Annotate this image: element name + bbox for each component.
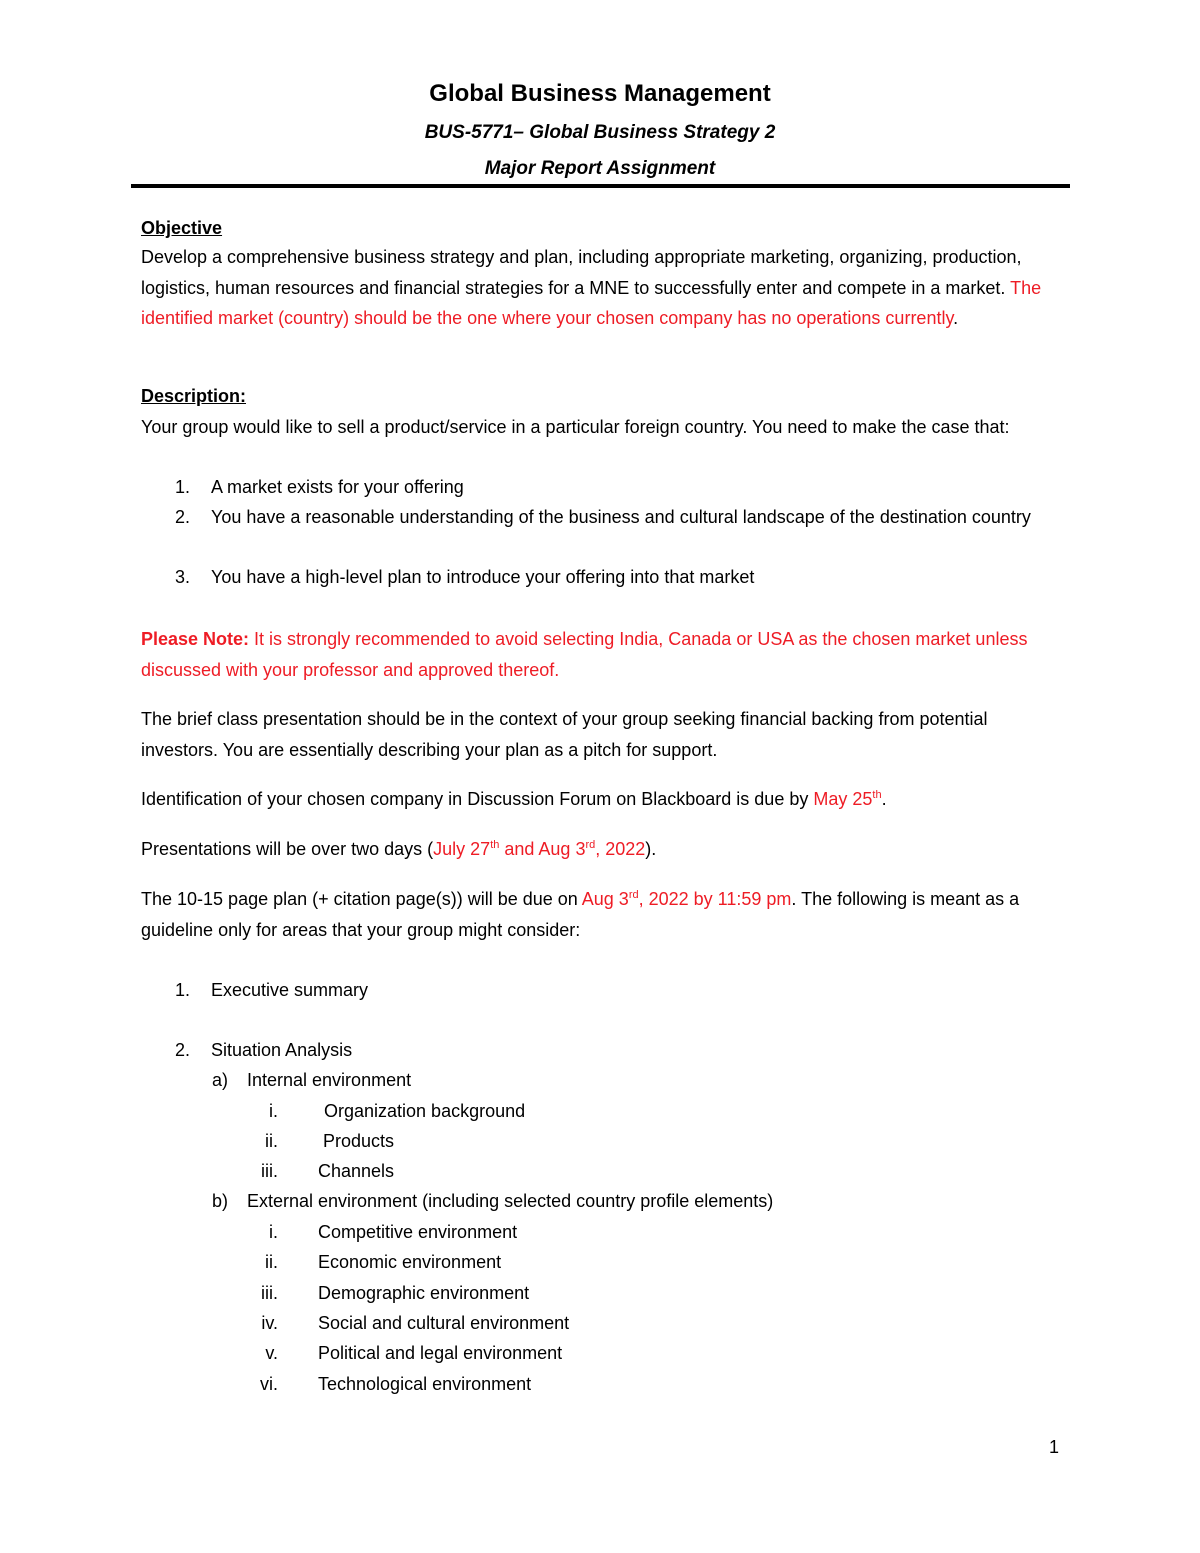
page-number: 1 [1049,1437,1060,1457]
document-title: Global Business Management [429,80,771,107]
objective-highlight: The identified market (country) should be the one where your chosen company has no operations currently [141,277,1047,328]
outline-sub-item: Economic environment [318,1252,502,1272]
outline-sub-item: Political and legal environment [318,1343,563,1363]
presentations-date1: July 27 [433,839,491,859]
presentations-date1-suffix: th [490,839,500,851]
outline-sub-item: Competitive environment [318,1222,518,1242]
plan-date-suffix: rd [628,889,639,901]
plan-date: Aug 3 [581,889,629,909]
roman-numeral: i. [269,1101,278,1121]
objective-heading: Objective [141,218,223,238]
presentations-paragraph [141,834,1061,865]
outline-sub-item: Technological environment [318,1374,532,1394]
objective-paragraph [141,242,1061,334]
plan-date-rest: , 2022 by 11:59 pm [638,889,792,909]
outline-sub-item: Organization background [324,1101,526,1121]
presentations-text: Presentations will be over two days ( [141,839,434,859]
outline-number: 1. [175,980,191,1000]
course-subtitle: BUS-5771– Global Business Strategy 2 [424,122,776,143]
roman-numeral: iii. [261,1161,278,1181]
presentations-end: ). [645,839,657,859]
description-paragraph: Your group would like to sell a product/service in a particular foreign country. You need to make the case that: [141,417,1010,437]
outline-sub-label: a) [212,1070,229,1090]
identification-text: Identification of your chosen company in Discussion Forum on Blackboard is due by [141,789,814,809]
roman-numeral: ii. [265,1131,278,1151]
roman-numeral: iii. [261,1283,278,1303]
list-item-text: You have a high-level plan to introduce your offering into that market [211,567,755,587]
roman-numeral: ii. [265,1252,278,1272]
outline-item-executive-summary: Executive summary [211,980,369,1000]
outline-sub-label: b) [212,1191,229,1211]
presentation-paragraph: The brief class presentation should be in the context of your group seeking financial backing from potential investors. You are essentially describing your plan as a pitch for support. [141,709,988,760]
list-item-number: 3. [175,567,191,587]
presentations-date2-suffix: rd [585,839,596,851]
identification-date: May 25 [813,789,873,809]
roman-numeral: v. [265,1343,278,1363]
list-item-number: 2. [175,507,191,527]
outline-sub-item: Demographic environment [318,1283,530,1303]
identification-date-suffix: th [872,789,882,801]
list-item-number: 1. [175,477,191,497]
note-label: Please Note: [141,629,250,649]
outline-internal-environment: Internal environment [247,1070,412,1090]
objective-text: Develop a comprehensive business strategy and plan, including appropriate marketing, organizing, production, logistics, human resources and financial strategies for a MNE to successfully enter and compete in a market. [141,247,1027,298]
plan-end: . The following is meant as a guideline only for areas that your group might consider: [141,889,1025,940]
header-divider [131,184,1070,188]
identification-paragraph [141,784,1061,815]
presentations-year: , 2022 [595,839,646,859]
note-paragraph [141,624,1061,685]
description-heading: Description: [141,386,247,406]
outline-item-situation-analysis: Situation Analysis [211,1040,353,1060]
outline-sub-item: Products [323,1131,395,1151]
list-item-text: A market exists for your offering [211,477,464,497]
plan-paragraph [141,884,1061,945]
outline-sub-item: Social and cultural environment [318,1313,570,1333]
identification-end: . [881,789,887,809]
presentations-date2: and Aug 3 [499,839,586,859]
plan-text: The 10-15 page plan (+ citation page(s)) will be due on [141,889,582,909]
assignment-title: Major Report Assignment [484,158,716,179]
outline-number: 2. [175,1040,191,1060]
list-item-text: You have a reasonable understanding of the business and cultural landscape of the destination country [211,507,1031,527]
roman-numeral: vi. [260,1374,278,1394]
outline-sub-item: Channels [318,1161,395,1181]
roman-numeral: iv. [261,1313,278,1333]
objective-period: . [953,308,959,328]
outline-external-environment: External environment (including selected country profile elements) [247,1191,774,1211]
note-text: It is strongly recommended to avoid selecting India, Canada or USA as the chosen market unless discussed with your professor and approved thereof. [141,629,1033,680]
roman-numeral: i. [269,1222,278,1242]
